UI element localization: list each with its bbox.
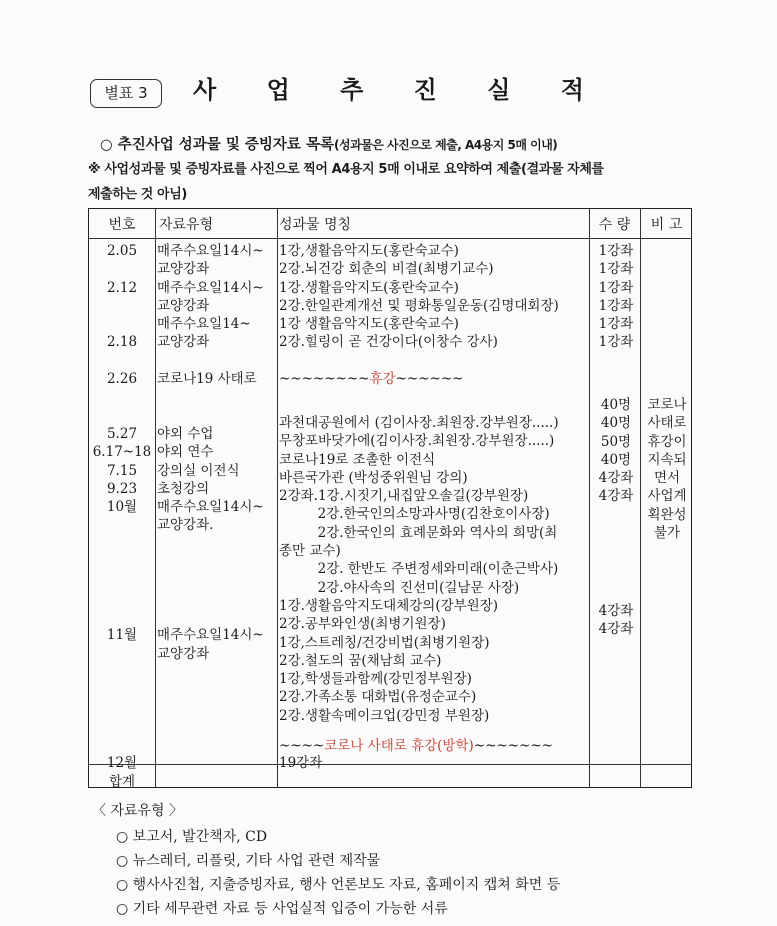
december-break-label: 코로나 사태로 휴강(방학) [324,738,474,754]
page-title: 사 업 추 진 실 적 [193,76,605,104]
name-block-b: 과천대공원에서 (김이사장.최원장.강부원장.....) 무창포바닷가에(김이사장.최원장.강부원장.....) 코로나19로 조촐한 이전식 바른국가관 (박성중위원님 강의) 2강좌.1강.시짓기,내집앞오솔길(강부원장) 2강.한국인의소망과사명(김찬호이사장) 2강.한국인의 효례문화와 역사의 희망(최 종만 교수) 2강. 한반도 주변정세와미래(이춘근박사) 2강.야사속의 진선미(길남문 사장) 1강.생활음악지도대체강의(강부원장) 2강.공부와인생(최병기원장) 1강,스트레칭/건강비법(최병기원장) 2강.철도의 꿈(채남희 교수) 1강,학생들과함께(강민정부원장) 2강.가족소통 대화법(유정순교수) 2강.생활속메이크업(강민정 부원장) [279,415,559,724]
legend-title: 〈 자료유형 〉 [92,803,183,819]
legend-item-2: ○ 뉴스레터, 리플릿, 기타 사업 관련 제작물 [116,853,381,869]
legend-item-4: ○ 기타 세무관련 자료 등 사업실적 입증이 가능한 서류 [116,901,448,917]
section-heading-main: ○ 추진사업 성과물 및 증빙자료 목록 [100,137,334,153]
type-column: 매주수요일14시~ 교양강좌 매주수요일14시~ 교양강좌 매주수요일14~ 교양강좌 코로나19 사태로 야외 수업 야외 연수 강의실 이전식 초청강의 매주수요일14시~ 교양강좌. 매주수요일14시~ 교양강좌 [157,243,264,662]
submission-note [88,157,708,207]
name-column [279,242,599,388]
name-block-a: 1강,생활음악지도(홍란숙교수) 2강.뇌건강 회춘의 비결(최병기교수) 1강.생활음악지도(홍란숙교수) 2강.한일관계개선 및 평화통일운동(김명대회장) 1강 생활음악지도(홍란숙교수) 2강.힐링이 곧 건강이다(이창수 강사) ~~~~~~~~ [279,243,559,388]
quantity-block-a: 1강좌 1강좌 1강좌 1강좌 1강좌 1강좌 [598,243,634,351]
results-table [88,208,692,788]
quantity-block-c: 4강좌 4강좌 [598,603,634,638]
appendix-badge: 별표 3 [90,79,162,108]
name-tilde: ~~~~~~ [395,371,464,388]
note-line-1: ※ 사업성과물 및 증빙자료를 사진으로 찍어 A4용지 5매 이내로 요약하여 제출(결과물 자체를 [88,162,604,177]
tilde-right: ~~~~~~~ [473,738,553,754]
col-header-type: 자료유형 [159,217,214,233]
note-line-2: 제출하는 것 아님) [88,187,187,202]
section-heading [100,133,557,154]
number-column: 2.05 2.12 2.18 2.26 5.27 6.17~18 7.15 9.23 10월 11월 12월 합계 [92,243,152,790]
col-header-remarks: 비 고 [650,217,683,233]
section-heading-sub: (성과물은 사진으로 제출, A4용지 5매 이내) [334,138,558,152]
name-break-label: 휴강 [369,371,396,388]
quantity-block-b: 40명 40명 50명 40명 4강좌 4강좌 [598,397,634,505]
legend-item-3: ○ 행사사진첩, 지출증빙자료, 행사 언론보도 자료, 홈페이지 캡쳐 화면 등 [116,877,561,893]
col-header-name: 성과물 명칭 [279,217,352,233]
remarks-column: 코로나 사태로 휴강이 지속되 면서 사업계 획완성 불가 [647,397,687,542]
col-header-quantity: 수 량 [598,217,631,233]
legend-item-1: ○ 보고서, 발간책자, CD [116,829,268,845]
name-total: 19강좌 [279,755,323,771]
tilde-left: ~~~~ [279,738,325,754]
col-header-number: 번호 [108,217,136,233]
name-december [279,737,599,755]
